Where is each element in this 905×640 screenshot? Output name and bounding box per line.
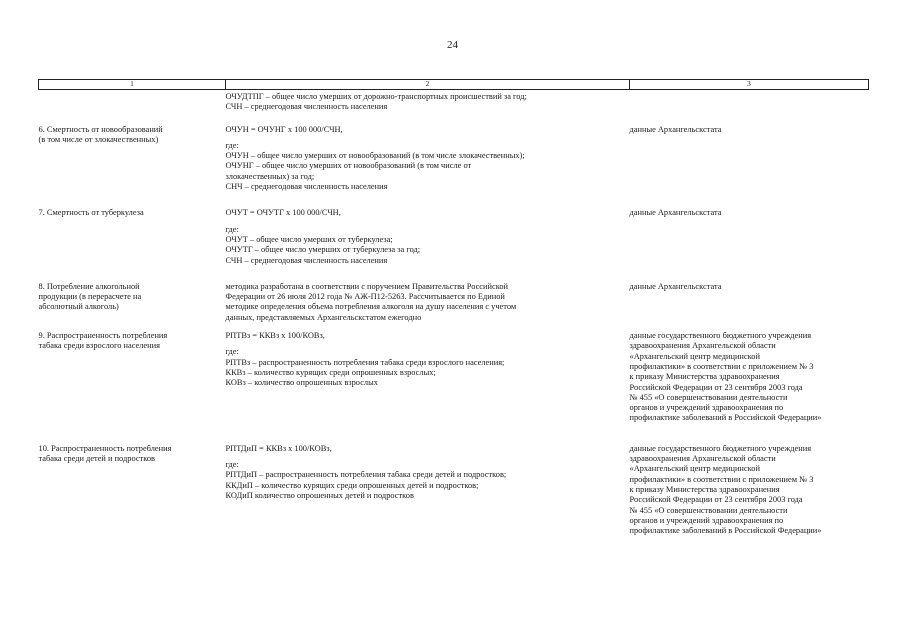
method-line: ОЧУТ – общее число умерших от туберкулеза; — [225, 234, 393, 244]
table-row — [39, 192, 869, 265]
method-line: Федерации от 26 июля 2012 года № АЖ-П12-5263. Рассчитывается по Единой — [225, 292, 505, 302]
data-source-cell — [630, 323, 869, 424]
method-line: ОЧУДТПГ – общее число умерших от дорожно-транспортных происшествий за год; — [225, 92, 527, 101]
method-line: СЧН – среднегодовая численность населения — [225, 255, 388, 265]
data-source-line: Российской Федерации от 23 сентября 2003 года — [629, 495, 803, 505]
data-source-line: профилактике заболеваний в Российской Федерации» — [629, 526, 822, 536]
indicator-name-line: 8. Потребление алкогольной — [38, 281, 140, 291]
table-body — [39, 90, 869, 537]
indicator-name-line: 9. Распространенность потребления — [38, 331, 168, 341]
indicator-name-line: абсолютный алкоголь) — [38, 302, 119, 312]
data-source-line: данные государственного бюджетного учреждения — [629, 443, 812, 453]
data-source-cell — [630, 113, 869, 193]
formula: РПТВз = ККВз х 100/КОВз, — [225, 331, 325, 341]
data-source-cell — [630, 424, 869, 537]
data-source-line: данные Архангельскстата — [629, 281, 722, 291]
method-line: где: — [225, 224, 239, 234]
table-row — [39, 113, 869, 193]
indicator-name-line: продукции (в перерасчете на — [38, 292, 142, 302]
formula: ОЧУН = ОЧУНГ х 100 000/СЧН, — [225, 124, 343, 134]
indicator-name-cell — [39, 113, 226, 193]
data-source-line: профилактике заболеваний в Российской Федерации» — [629, 413, 822, 423]
data-source-line: Российской Федерации от 23 сентября 2003 года — [629, 382, 803, 392]
method-line: методика разработана в соответствии с поручением Правительства Российской — [225, 281, 509, 291]
data-source-cell — [630, 266, 869, 323]
method-line: где: — [225, 347, 239, 357]
method-line: где: — [225, 460, 239, 470]
data-source-line: профилактики» в соответствии с приложением № 3 — [629, 361, 814, 371]
method-line: КОДиП количество опрошенных детей и подростков — [225, 490, 414, 500]
indicator-name-line: 6. Смертность от новообразований — [38, 124, 163, 134]
calculation-method-cell — [226, 424, 630, 537]
data-source-line: «Архангельский центр медицинской — [629, 464, 760, 474]
data-source-line: «Архангельский центр медицинской — [629, 351, 760, 361]
method-line: СНЧ – среднегодовая численность населения — [225, 182, 388, 192]
column-header: 3 — [630, 80, 869, 90]
table-header-row — [39, 80, 869, 90]
method-line: ККВз – количество курящих среди опрошенных взрослых; — [225, 367, 436, 377]
data-source-line: данные Архангельскстата — [629, 208, 722, 218]
data-source-line: органов и учреждений здравоохранения по — [629, 515, 784, 525]
calculation-method-cell — [226, 113, 630, 193]
data-source-line: здравоохранения Архангельской области — [629, 454, 776, 464]
method-line: СЧН – среднегодовая численность населения — [225, 102, 388, 112]
data-source-line: данные Архангельскстата — [629, 124, 722, 134]
method-line: где: — [225, 140, 239, 150]
method-line: ОЧУН – общее число умерших от новообразований (в том числе злокачественных); — [225, 151, 525, 161]
formula: РПТДиП = ККВз х 100/КОВз, — [225, 443, 332, 453]
method-line: ОЧУТГ – общее число умерших от туберкулеза за год; — [225, 245, 421, 255]
data-source-line: № 455 «О совершенствовании деятельности — [629, 505, 788, 515]
data-source-line: здравоохранения Архангельской области — [629, 341, 776, 351]
page-number: 24 — [447, 39, 458, 51]
data-source-line: органов и учреждений здравоохранения по — [629, 403, 784, 413]
column-header: 1 — [39, 80, 226, 90]
data-source-cell — [630, 90, 869, 113]
data-source-line: профилактики» в соответствии с приложением № 3 — [629, 474, 814, 484]
calculation-method-cell — [226, 90, 630, 113]
indicator-name-line: 7. Смертность от туберкулеза — [38, 208, 144, 218]
indicator-name-cell — [39, 90, 226, 113]
indicator-name-cell — [39, 266, 226, 323]
indicator-name-cell — [39, 323, 226, 424]
calculation-method-cell — [226, 323, 630, 424]
table-row — [39, 266, 869, 323]
data-source-line: данные государственного бюджетного учреждения — [629, 331, 812, 341]
data-source-line: № 455 «О совершенствовании деятельности — [629, 392, 788, 402]
indicator-name-cell — [39, 424, 226, 537]
table-row — [39, 323, 869, 424]
method-line: РПТДиП – распространенность потребления табака среди детей и подростков; — [225, 470, 507, 480]
data-source-line: к приказу Министерства здравоохранения — [629, 372, 780, 382]
data-source-cell — [630, 192, 869, 265]
column-header: 2 — [226, 80, 630, 90]
calculation-method-cell — [226, 192, 630, 265]
calculation-method-cell — [226, 266, 630, 323]
table-row — [39, 90, 869, 113]
indicator-name-line: табака среди взрослого населения — [38, 341, 160, 351]
indicator-name-cell — [39, 192, 226, 265]
table-row — [39, 424, 869, 537]
method-line: злокачественных) за год; — [225, 171, 315, 181]
indicators-table — [38, 79, 869, 536]
formula: ОЧУТ = ОЧУТГ х 100 000/СЧН, — [225, 208, 341, 218]
indicator-name-line: табака среди детей и подростков — [38, 454, 156, 464]
method-line: КОВз – количество опрошенных взрослых — [225, 378, 378, 388]
method-line: РПТВз – распространенность потребления табака среди взрослого населения; — [225, 357, 505, 367]
method-line: данных, представляемых Архангельскстатом ежегодно — [225, 312, 422, 322]
data-source-line: к приказу Министерства здравоохранения — [629, 484, 780, 494]
method-line: ОЧУНГ – общее число умерших от новообразований (в том числе от — [225, 161, 472, 171]
method-line: ККДиП – количество курящих среди опрошенных детей и подростков; — [225, 480, 479, 490]
method-line: методике определения объема потребления алкоголя на душу населения с учетом — [225, 302, 517, 312]
indicator-name-line: (в том числе от злокачественных) — [38, 134, 159, 144]
indicator-name-line: 10. Распространенность потребления — [38, 443, 172, 453]
